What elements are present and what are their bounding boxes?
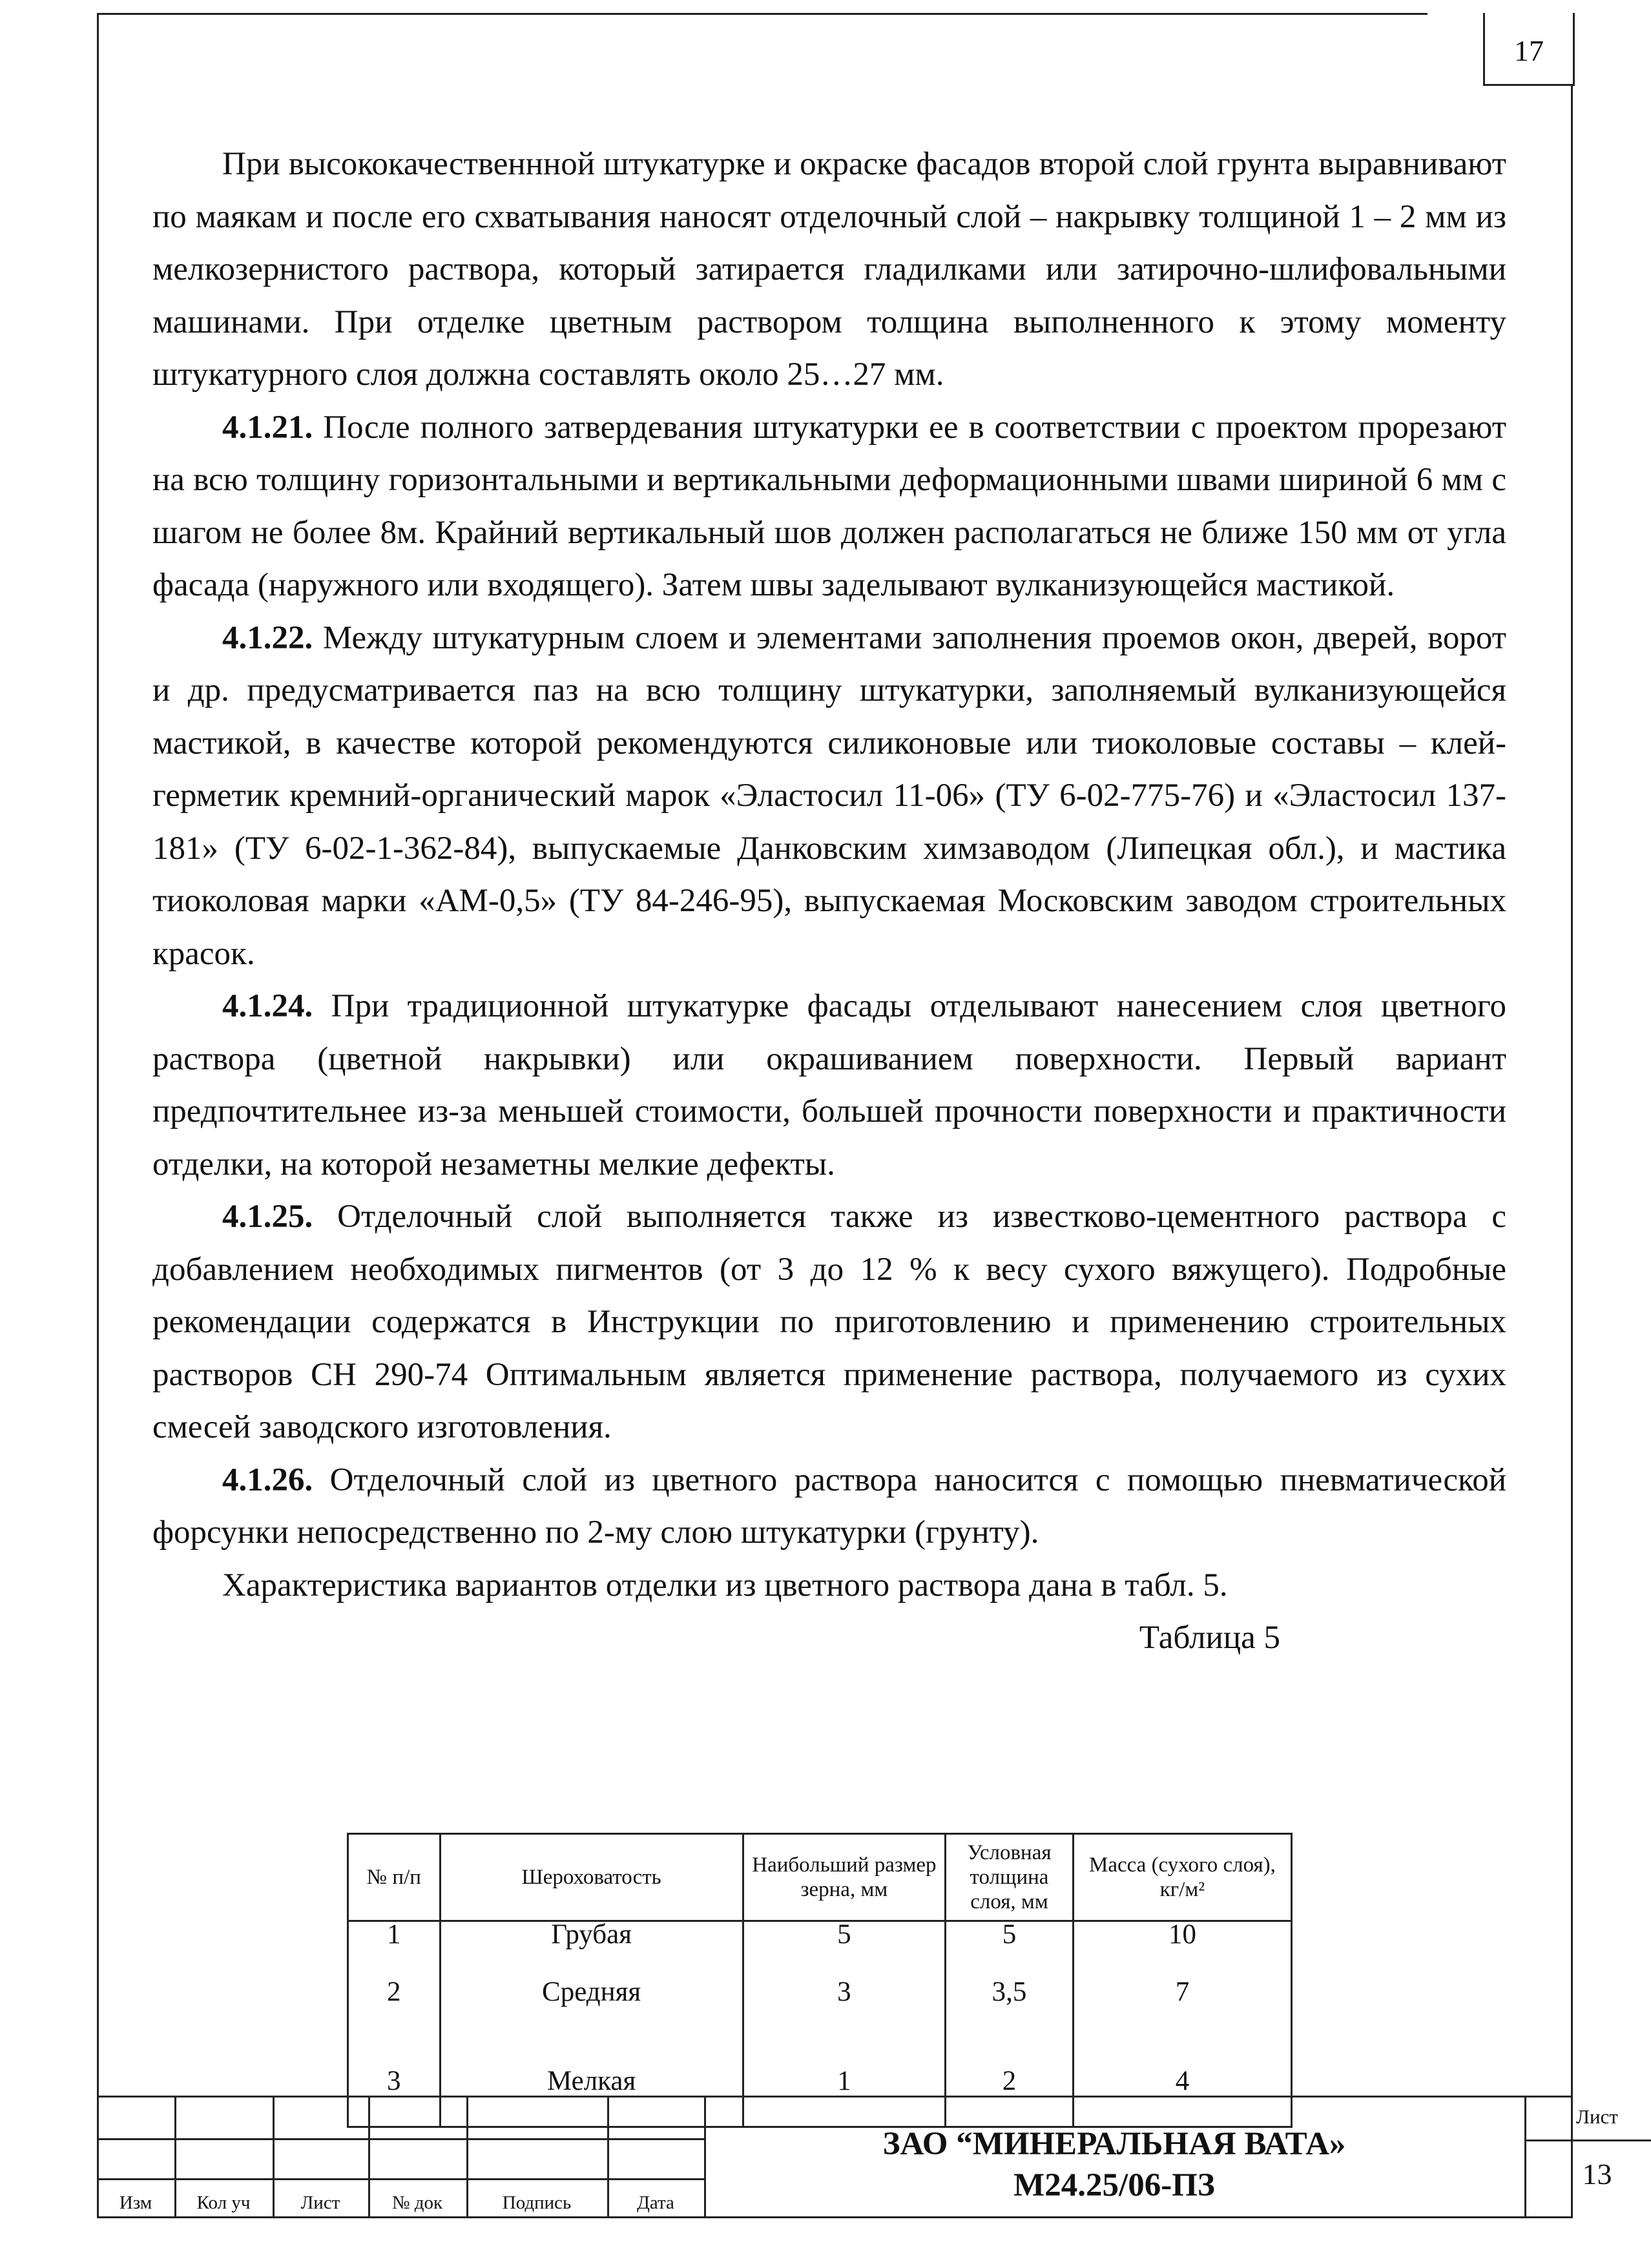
frame-left-border bbox=[97, 13, 99, 2218]
title-block-stamp bbox=[97, 2096, 1618, 2220]
stamp-label-date: Дата bbox=[637, 2192, 674, 2213]
frame-top-border bbox=[97, 13, 1428, 15]
clause-number: 4.1.21. bbox=[222, 409, 313, 446]
stamp-label-signature: Подпись bbox=[502, 2192, 572, 2213]
sheet-number: 17 bbox=[1514, 34, 1544, 67]
paragraph-intro: При высококачественнной штукатурке и окраске фасадов второй слой грунта выравнивают по маякам и после его схватывания наносят отделочный слой – накрывку толщиной 1 – 2 мм из мелкозернистого раствора, который затирается гладилками или затирочно-шлифовальными машинами. При отделке цветным раствором толщина выполненного к этому моменту штукатурного слоя должна составлять около 25…27 мм. bbox=[152, 146, 1506, 393]
clause-number: 4.1.25. bbox=[222, 1199, 313, 1235]
header-mass: Масса (сухого слоя), кг/м² bbox=[1073, 1834, 1291, 1921]
table-caption: Таблица 5 bbox=[1139, 1620, 1280, 1656]
header-grain-size: Наибольший размер зерна, мм bbox=[743, 1834, 946, 1921]
document-body bbox=[152, 138, 1506, 1665]
header-roughness: Шероховатость bbox=[440, 1834, 743, 1921]
table-row: 1 Грубая 5 5 10 bbox=[348, 1921, 1292, 1948]
clause-number: 4.1.24. bbox=[222, 988, 313, 1024]
stamp-label-kol-uch: Кол уч bbox=[196, 2192, 251, 2213]
paragraph-4-1-22: 4.1.22. Между штукатурным слоем и элементами заполнения проемов окон, дверей, ворот и др. предусматривается паз на всю толщину штукатурки, заполняемый вулканизующейся мастикой, в качестве которой рекомендуются силиконовые или тиоколовые составы – клей-герметик кремний-органический марок «Эластосил 11-06» (ТУ 6-02-775-76) и «Эластосил 137-181» (ТУ 6-02-1-362-84), выпускаемые Данковским химзаводом (Липецкая обл.), и мастика тиоколовая марки «АМ-0,5» (ТУ 84-246-95), выпускаемая Московским заводом строительных красок. bbox=[152, 619, 1506, 972]
paragraph-4-1-24: 4.1.24. При традиционной штукатурке фасады отделывают нанесением слоя цветного раствора (цветной накрывки) или окрашиванием поверхности. Первый вариант предпочтительнее из-за меньшей стоимости, большей прочности поверхности и практичности отделки, на которой незаметны мелкие дефекты. bbox=[152, 988, 1506, 1182]
table-row: 2 Средняя 3 3,5 7 bbox=[348, 1948, 1292, 2037]
paragraph-4-1-25: 4.1.25. Отделочный слой выполняется также из известково-цементного раствора с добавлением необходимых пигментов (от 3 до 12 % к весу сухого вяжущего). Подробные рекомендации содержатся в Инструкции по приготовлению и применению строительных растворов СН 290-74 Оптимальным является применение раствора, получаемого из сухих смесей заводского изготовления. bbox=[152, 1199, 1506, 1445]
stamp-label-list: Лист bbox=[300, 2192, 340, 2213]
clause-number: 4.1.26. bbox=[222, 1461, 313, 1498]
stamp-label-izm: Изм bbox=[119, 2192, 152, 2213]
clause-number: 4.1.22. bbox=[222, 619, 313, 656]
header-layer-thickness: Условная толщина слоя, мм bbox=[946, 1834, 1074, 1921]
sheet-label: Лист bbox=[1576, 2105, 1618, 2128]
header-number: № п/п bbox=[348, 1834, 441, 1921]
paragraph-table-ref: Характеристика вариантов отделки из цветного раствора дана в табл. 5. bbox=[222, 1567, 1228, 1603]
paragraph-4-1-26: 4.1.26. Отделочный слой из цветного раствора наносится с помощью пневматической форсунки непосредственно по 2-му слою штукатурки (грунту). bbox=[152, 1461, 1506, 1551]
roughness-table bbox=[347, 1833, 1293, 2128]
table-header-row bbox=[348, 1834, 1292, 1921]
stamp-row-line bbox=[97, 2138, 704, 2140]
table-row: 3 Мелкая 1 2 4 bbox=[348, 2037, 1292, 2127]
company-block bbox=[704, 2123, 1524, 2206]
sheet-number-box bbox=[1483, 13, 1575, 86]
stamp-row-line bbox=[97, 2178, 704, 2180]
document-code: М24.25/06-ПЗ bbox=[1013, 2167, 1215, 2203]
company-name: ЗАО “МИНЕРАЛЬНАЯ ВАТА» bbox=[882, 2126, 1346, 2162]
stamp-label-doc-no: № док bbox=[391, 2192, 443, 2213]
sheet-divider bbox=[1524, 2139, 1651, 2141]
paragraph-4-1-21: 4.1.21. После полного затвердевания штукатурки ее в соответствии с проектом прорезают на всю толщину горизонтальными и вертикальными деформационными швами шириной 6 мм с шагом не более 8м. Крайний вертикальный шов должен располагаться не ближе 150 мм от угла фасада (наружного или входящего). Затем швы заделывают вулканизующейся мастикой. bbox=[152, 409, 1506, 603]
sheet-value: 13 bbox=[1582, 2158, 1612, 2191]
frame-right-border bbox=[1571, 84, 1573, 2218]
